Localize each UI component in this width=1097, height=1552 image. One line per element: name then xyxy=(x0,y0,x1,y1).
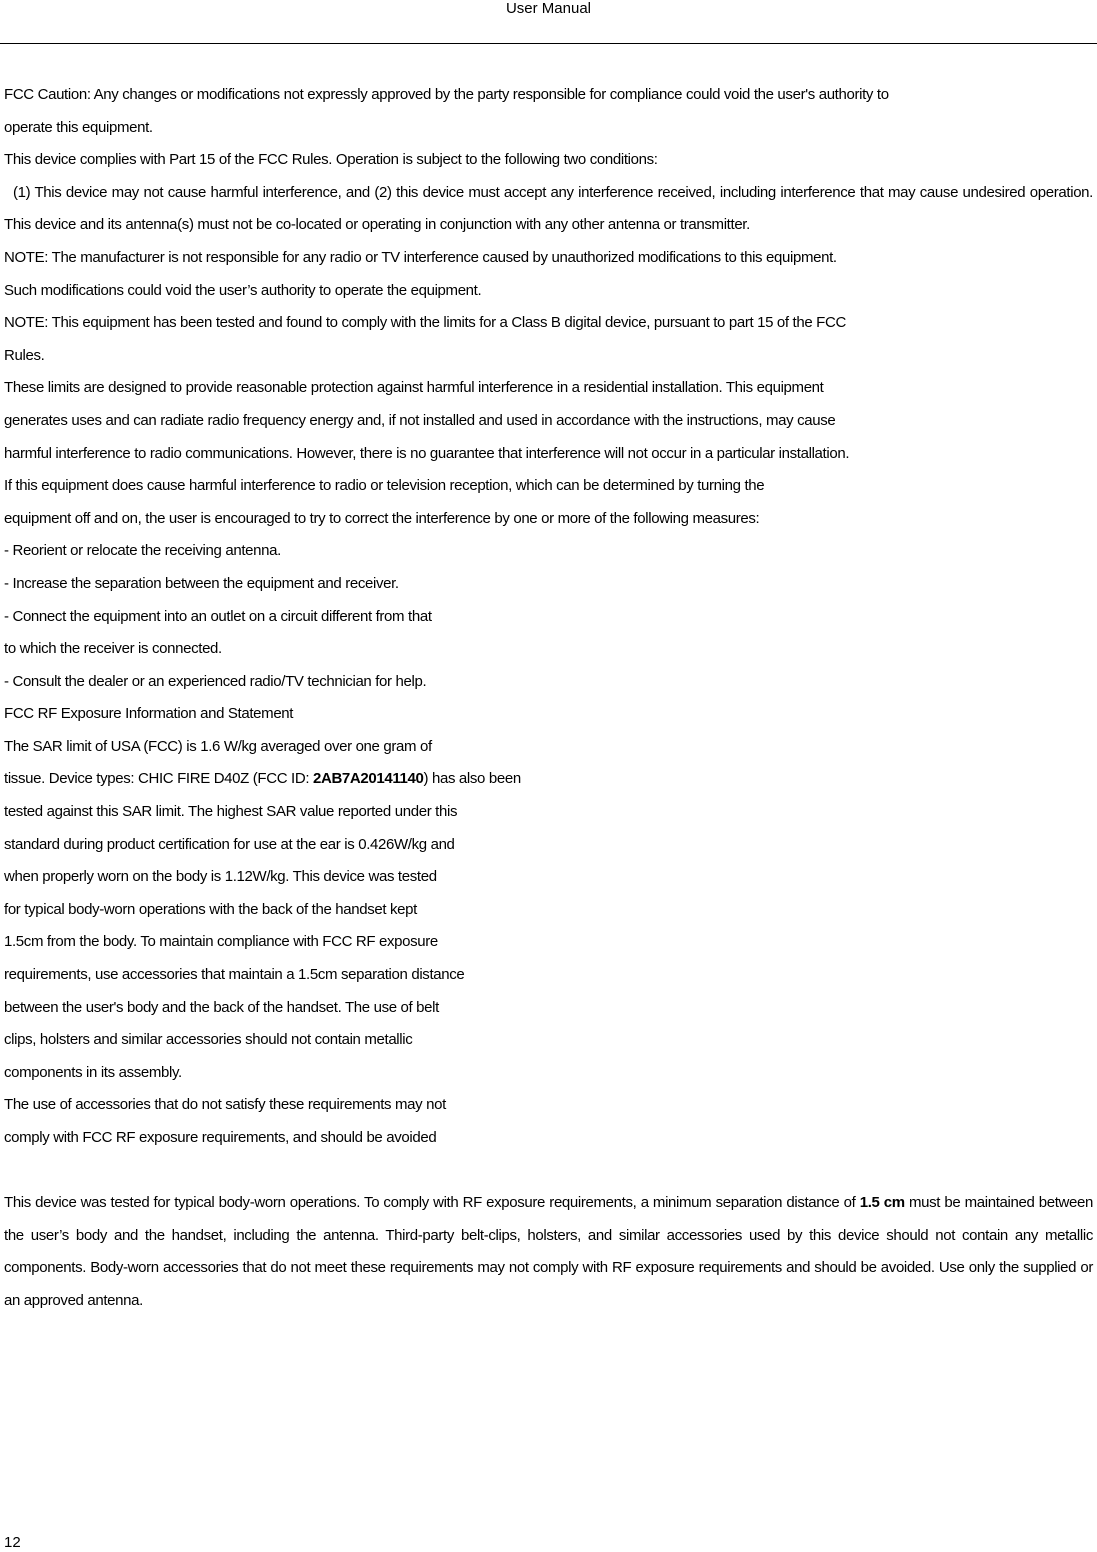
final-paragraph xyxy=(4,1187,1093,1317)
text-line: requirements, use accessories that maintain a 1.5cm separation distance xyxy=(4,966,465,984)
final-paragraph-start: This device was tested for typical body-worn operations. To comply with RF exposure requirements, a minimum separation distance of xyxy=(4,1194,860,1212)
list-item: - Consult the dealer or an experienced radio/TV technician for help. xyxy=(4,672,427,690)
fcc-id-line xyxy=(4,763,1093,796)
text-line: comply with FCC RF exposure requirements, and should be avoided xyxy=(4,1129,437,1146)
header-divider xyxy=(0,43,1097,44)
text-line: for typical body-worn operations with the back of the handset kept xyxy=(4,900,417,918)
text-line: NOTE: This equipment has been tested and found to comply with the limits for a Class B digital device, pursuant to part 15 of the FCC xyxy=(4,314,846,332)
spacer xyxy=(4,1155,1093,1188)
text-line: generates uses and can radiate radio frequency energy and, if not installed and used in accordance with the instructions, may cause xyxy=(4,411,836,429)
text-line: The SAR limit of USA (FCC) is 1.6 W/kg averaged over one gram of xyxy=(4,737,432,755)
document-body xyxy=(4,79,1097,1318)
text-line: between the user's body and the back of the handset. The use of belt xyxy=(4,998,439,1016)
text-line: to which the receiver is connected. xyxy=(4,640,222,658)
page-number: 12 xyxy=(4,1534,21,1551)
text-line: harmful interference to radio communications. However, there is no guarantee that interference will not occur in a particular installation. xyxy=(4,444,850,462)
text-line: operate this equipment. xyxy=(4,118,153,136)
fcc-id-value: 2AB7A20141140 xyxy=(312,770,424,788)
fcc-id-suffix: ) has also been xyxy=(423,770,521,788)
text-line: standard during product certification for use at the ear is 0.426W/kg and xyxy=(4,835,455,853)
text-line: The use of accessories that do not satisfy these requirements may not xyxy=(4,1096,446,1114)
text-line: tested against this SAR limit. The highest SAR value reported under this xyxy=(4,803,458,821)
header-title: User Manual xyxy=(505,0,592,17)
text-line: FCC Caution: Any changes or modifications not expressly approved by the party responsible for compliance could void the user's authority to xyxy=(4,86,889,103)
list-item: - Increase the separation between the equipment and receiver. xyxy=(4,574,399,592)
page-header xyxy=(0,0,1097,18)
text-line: 1.5cm from the body. To maintain compliance with FCC RF exposure xyxy=(4,933,438,951)
text-line: clips, holsters and similar accessories should not contain metallic xyxy=(4,1031,413,1049)
text-line: components in its assembly. xyxy=(4,1063,182,1081)
list-item: - Connect the equipment into an outlet on a circuit different from that xyxy=(4,607,432,625)
text-line: This device complies with Part 15 of the FCC Rules. Operation is subject to the following two conditions: xyxy=(4,151,658,169)
text-line: NOTE: The manufacturer is not responsible for any radio or TV interference caused by unauthorized modifications to this equipment. xyxy=(4,248,837,266)
conditions-paragraph: (1) This device may not cause harmful interference, and (2) this device must accept any interference received, including interference that may cause undesired operation. This device and its antenna(s) must not be co-located or operating in conjunction with any other antenna or transmitter. xyxy=(4,183,1097,234)
list-item: - Reorient or relocate the receiving antenna. xyxy=(4,542,281,560)
separation-distance: 1.5 cm xyxy=(859,1194,905,1212)
text-line: equipment off and on, the user is encouraged to try to correct the interference by one or more of the following measures: xyxy=(4,509,760,527)
final-paragraph-end: must be maintained between the user’s body and the handset, including the antenna. Third-party belt-clips, holsters, and similar accessories used by this device should not contain any metallic components. Body-worn accessories that do not meet these requirements may not comply with RF exposure requirements and should be avoided. Use only the supplied or an approved antenna. xyxy=(4,1194,1093,1309)
text-line: Such modifications could void the user’s authority to operate the equipment. xyxy=(4,281,482,299)
section-heading: FCC RF Exposure Information and Statement xyxy=(4,705,294,723)
text-line: These limits are designed to provide reasonable protection against harmful interference in a residential installation. This equipment xyxy=(4,379,824,397)
fcc-id-prefix: tissue. Device types: CHIC FIRE D40Z (FCC ID: xyxy=(4,770,313,788)
text-line: If this equipment does cause harmful interference to radio or television reception, which can be determined by turning the xyxy=(4,477,765,495)
text-line: Rules. xyxy=(4,346,45,364)
text-line: when properly worn on the body is 1.12W/kg. This device was tested xyxy=(4,868,437,886)
